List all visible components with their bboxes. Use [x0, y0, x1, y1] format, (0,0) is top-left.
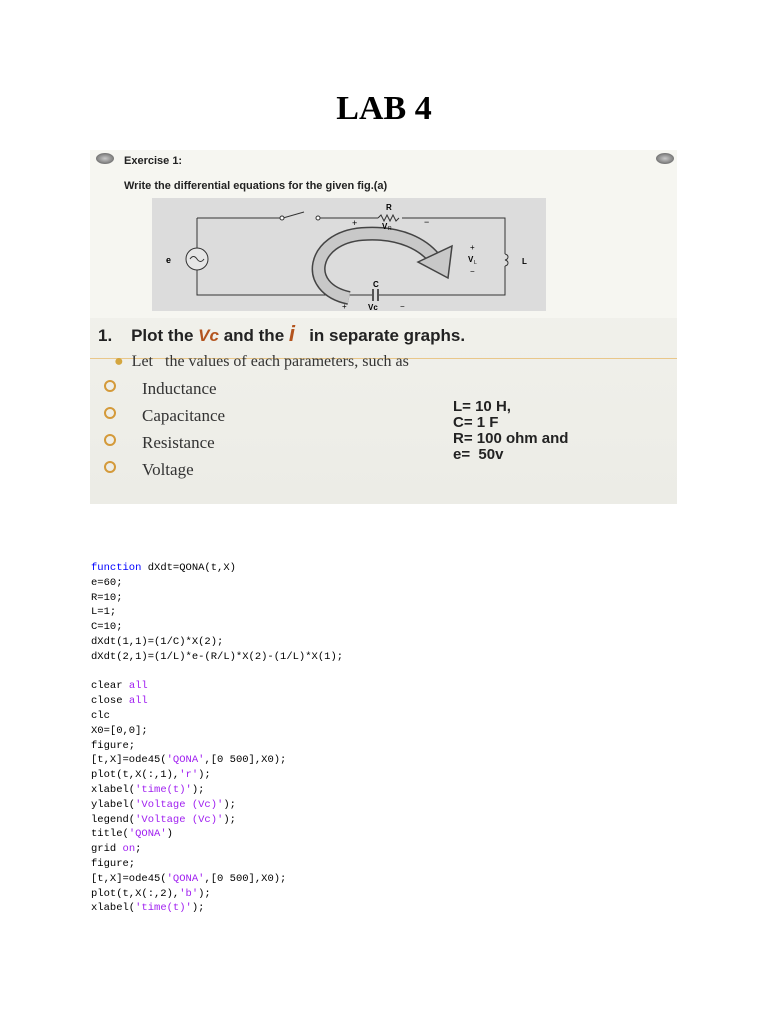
code-line — [91, 887, 343, 902]
plot-text-1: Plot the — [131, 326, 194, 345]
plot-i: i — [288, 321, 296, 346]
code-line — [91, 650, 343, 665]
code-text: legend( — [91, 813, 136, 826]
code-line — [91, 694, 343, 709]
code-line — [91, 665, 343, 680]
code-string: 'QONA' — [128, 828, 167, 841]
pin-right-icon — [656, 153, 674, 164]
code-line — [91, 768, 343, 783]
code-text: close — [91, 695, 129, 708]
ring-bullet-icon — [104, 434, 116, 446]
label-vc: Vc — [368, 303, 378, 311]
exercise-title: Exercise 1: — [124, 155, 183, 167]
code-line — [91, 739, 343, 754]
label-vc-plus: + — [342, 302, 347, 311]
param-label: Capacitance — [142, 406, 226, 425]
code-string: 'QONA' — [166, 872, 205, 885]
code-text: ) — [166, 828, 173, 841]
switch-blade — [283, 212, 304, 218]
code-string: 'Voltage (Vc)' — [135, 798, 224, 811]
code-keyword: function — [91, 562, 142, 574]
circuit-diagram — [152, 198, 546, 311]
code-line — [91, 561, 343, 576]
code-text: C=10; — [91, 621, 123, 634]
param-capacitance — [104, 406, 225, 426]
code-text: title( — [91, 828, 129, 841]
code-text: xlabel( — [91, 902, 136, 915]
code-text: xlabel( — [91, 783, 136, 796]
plot-vc: Vc — [198, 326, 219, 345]
code-text: clc — [91, 709, 110, 722]
code-text: plot(t,X(:,2), — [91, 887, 180, 900]
code-string: all — [128, 680, 148, 693]
code-text: dXdt(1,1)=(1/C)*X(2); — [91, 635, 224, 648]
code-text: ,[0 500],X0); — [204, 754, 287, 767]
label-e: e — [166, 255, 172, 265]
code-line — [91, 576, 343, 591]
code-text: dXdt(2,1)=(1/L)*e-(R/L)*X(2)-(1/L)*X(1); — [91, 650, 344, 663]
code-text: figure; — [91, 739, 136, 752]
label-l: L — [522, 257, 527, 266]
code-line — [91, 813, 343, 828]
code-string: 'time(t)' — [135, 902, 192, 915]
inductor-coil — [505, 254, 508, 266]
code-string: 'b' — [179, 887, 199, 900]
code-text: ); — [198, 769, 211, 782]
plot-text-3: in separate graphs. — [309, 326, 466, 345]
code-line — [91, 620, 343, 635]
code-text: e=60; — [91, 576, 123, 589]
code-text: ); — [191, 902, 205, 915]
value-c: C= 1 F — [453, 414, 499, 431]
code-string: 'Voltage (Vc)' — [135, 813, 224, 826]
ring-bullet-icon — [104, 407, 116, 419]
label-c: C — [373, 280, 379, 289]
code-line — [91, 709, 343, 724]
code-line — [91, 901, 343, 916]
param-inductance — [104, 379, 217, 399]
code-line — [91, 872, 343, 887]
code-line — [91, 857, 343, 872]
code-line — [91, 798, 343, 813]
code-string: all — [128, 695, 148, 708]
pin-left-icon — [96, 153, 114, 164]
code-text: ); — [223, 798, 236, 811]
label-vl-plus: + — [470, 243, 475, 252]
code-text: R=10; — [91, 591, 123, 604]
circuit-svg — [152, 198, 546, 311]
let-text: Let the values of each parameters, such as — [131, 353, 409, 370]
code-text: clear — [91, 680, 129, 693]
code-text: figure; — [91, 857, 136, 870]
code-text: grid — [91, 843, 123, 856]
label-vc-minus: − — [400, 302, 405, 311]
value-e: e= 50v — [453, 446, 504, 463]
code-line — [91, 605, 343, 620]
ring-bullet-icon — [104, 380, 116, 392]
plot-number: 1. — [98, 326, 113, 345]
label-r-plus: + — [352, 218, 358, 228]
matlab-code-block — [91, 561, 343, 916]
code-text: ylabel( — [91, 798, 136, 811]
code-text: [t,X]=ode45( — [91, 754, 167, 767]
code-text: L=1; — [91, 606, 117, 619]
code-text: dXdt=QONA(t,X) — [141, 562, 236, 574]
label-vr-sub: R — [388, 226, 392, 232]
label-vl-minus: − — [470, 267, 475, 276]
label-vl-sub: L — [474, 260, 477, 266]
label-r-minus: − — [424, 217, 430, 227]
code-string: 'time(t)' — [135, 783, 192, 796]
code-line — [91, 591, 343, 606]
code-text: plot(t,X(:,1), — [91, 769, 180, 782]
code-string: 'r' — [179, 769, 199, 782]
code-text: ); — [223, 813, 236, 826]
param-label: Inductance — [142, 379, 217, 398]
switch-contact-left — [280, 216, 284, 220]
switch-contact-right — [316, 216, 320, 220]
label-vr: V — [382, 222, 388, 231]
code-string: on — [122, 843, 136, 856]
ring-bullet-icon — [104, 461, 116, 473]
bullet-dot-icon: ● — [114, 353, 124, 370]
code-line — [91, 842, 343, 857]
code-string: 'QONA' — [166, 754, 205, 767]
param-voltage — [104, 460, 194, 480]
code-text: ; — [135, 843, 142, 856]
exercise-slide-image — [90, 150, 677, 504]
param-label: Voltage — [142, 460, 194, 479]
code-text: ); — [191, 783, 205, 796]
param-resistance — [104, 433, 215, 453]
value-r: R= 100 ohm and — [453, 430, 569, 447]
let-line — [114, 353, 409, 371]
exercise-text: Write the differential equations for the given fig.(a) — [124, 180, 388, 192]
code-line — [91, 724, 343, 739]
plot-instruction — [98, 321, 465, 347]
code-text: ,[0 500],X0); — [204, 872, 287, 885]
code-line — [91, 783, 343, 798]
code-line — [91, 753, 343, 768]
code-line — [91, 679, 343, 694]
code-text: [t,X]=ode45( — [91, 872, 167, 885]
code-line — [91, 635, 343, 650]
code-text: X0=[0,0]; — [91, 724, 148, 737]
page-title: LAB 4 — [336, 90, 432, 127]
parameter-values — [453, 399, 568, 463]
label-r: R — [386, 203, 392, 212]
param-label: Resistance — [142, 433, 215, 452]
code-line — [91, 827, 343, 842]
resistor-zigzag — [378, 215, 399, 221]
label-vl: V — [468, 255, 474, 264]
plot-text-2: and the — [223, 326, 285, 345]
code-text: ); — [198, 887, 211, 900]
value-l: L= 10 H, — [453, 398, 511, 415]
